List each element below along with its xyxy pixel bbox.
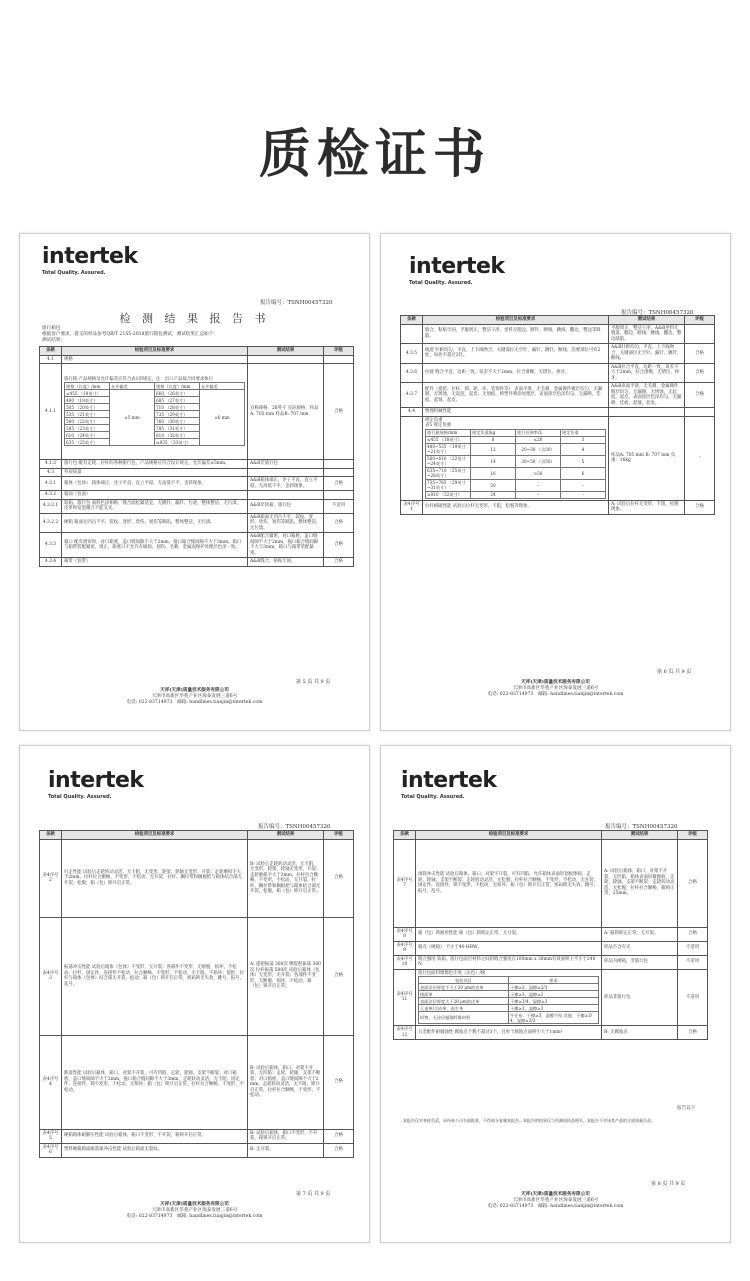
report-page-8[interactable]	[380, 745, 731, 1243]
table-row: 4.3.3 箱口 配有窗帘时，对口箱底，盖口缝间隙不大于2mm，拖口箱合缝间隙不大于3mm。箱口与箱带装配紧密，周正，箱底口不允许有破损、划伤、毛刺，金属面保护处理层色泽一致。 A&B配合紧密，对口箱底，盖口缝间隙不大于2mm，拖口箱合缝间隙不大于3mm，箱口与箱带装配紧密。 合格	[40, 533, 354, 558]
intro-1: 根据客户要求，提交的样品参考QB/T 2155-2018旅行箱包测试，测试结果汇总如下：	[42, 332, 218, 337]
disclaimer: 本报告仅对来样负责，未经本公司书面批准，不得部分复制本报告。本报告的结果仅与所测试样品相关，本报告不对该类产品的全部质量负责。	[403, 1118, 655, 1123]
results-table: 条款 检验项目及标准要求 测试结果 评级 缝合，粘贴牢固，平服周正，整洁干净，坐料无脱边，断针、断线、跳线，翻边，整边等缺陷。 平服周正，整洁干净；A&B坐料无脱落，翻边，断线，跳线，翻边，整边缺陷。 4.3.5 线迹 针距均匀，平直，上下线吻合，关键部位无空针、漏针、跳针、断线；次要部位可有2处，每处不超过2针。 A&B针距均匀，平直，上下线吻合，关键部位无空针、漏针、跳针、断线。 合格 4.3.6 拉链 缝合平直，边距一致，误差不大于2mm，拉合滑顺，无错位、掉牙。 A&B拉合平直，边距一致，误差不大于2mm，拉合滑顺，无错位，掉牙。 合格 4.3.7 配件（提把、拉杆、锁、轮、环、装饰件等） 表面平滑，无毛刺，金属镀件镀层均匀，无漏镀，无锈蚀，无起泡，起皮；无划痕，喷塑件喷涂处理层，表面涂层色泽均匀，无漏喷，佳痕，起皱，起皮。 A&B表面平滑，无毛刺，金属镀件镀层均匀，无漏镀，无锈蚀，无起泡，起皮，表面涂层色泽均匀，无漏喷，佳痕，起皱，起皮。 合格 4.4 物理机械性能 规定负重 表5 规定负重 旅行箱规格/mm 规定负重/kg 旅行拉伸率/L 规定负重 ≤455 （18英寸） 8 ≤20 3 480~535 （19英寸~21英寸） 12 20~30 （含30） 4 560~610 （22英寸~24英寸） 14 30~50 （含50） 5 635~710 （25英寸~28英寸） 16 >50 6 735~785 （29英寸~31英寸） 20 – – ≥810 （32英寸） 24 – – 样品A: 705 mm B: 707 mm 负重：16kg - 表4序号 1 拉杆耐破性能 试验后拉杆无变形，卡阻，松脱等现象。 A: 试验后拉杆无变形，卡阻，松脱现象。 合格	[400, 315, 715, 515]
page-number: 第 6 页 共 9 页	[657, 669, 692, 675]
table-row: 4.3 外观质量	[40, 468, 354, 477]
table-row: 表4序号 9 箱壳（硬箱） 不小于40 HBW。 样品不含有壳 不适用	[394, 941, 708, 955]
table-row: 4.1 规格	[40, 355, 354, 364]
report-page-5[interactable]	[19, 233, 370, 731]
footer: 天祥(天津)质量技术服务有限公司 天津市高新区华苑产业区海泰发展三道6号 电话: 022-83714973 邮箱: handlines.tianjin@intertek.com	[487, 1192, 624, 1209]
results-table: 条款 检验项目及标准要求 测试结果 评级 表4序号 2 行走性能 试验后走轮转动灵活，无卡阻，无变形、轮架、轮轴无变形，开裂；走轮磨损不大于2mm，拉杆拉合顺畅，不变形，不松动，无开裂，拉杆、搁拉带和搁板把与箱体结合部无开裂，松脱，箱（包）锁开启正常。 B: 试验后走轮转动灵活，无卡阻，无变形，轮架、轮轴无变形，开裂；走轮磨损不大于2mm，拉杆拉合顺畅，不变形，不松动，无开裂，拉杆、搁拉带和搁板把与箱体结合部无开裂，松脱，箱（包）锁开启正常。 合格 表4序号 3 振荡冲击性能 试验后箱体（包体）不变形，无开裂；各部件不变形，无断脱，损坏，不松动；拉杆，固定件，连接件不松动，拉合顺畅，不变形，不松动，无卡阻，不损坏；提把、拉杆与箱体（包体）结合部无开裂，松动；箱（包）锁开启正常，密码锁无失效，跳号，报号，乱号。 A: 提把振荡 300次 侧提把振荡 300次 拉杆振荡 500次 试验后箱体（包体）无变形，无开裂；各部件不变形，无断脱，损坏，不松动，箱（包）锁开启正常。 合格 表4序号 4 跌落性能 试验后箱体，箱口，对架不开裂，可有凹陷，走轮、轮轴、支架不断裂；对口箱底，盖口缝间隙不大于2mm，拖口箱合缝间隙不大于3mm，走轮转动灵活，无卡阻；固定件、连接件，锁不变形，不松动，无损坏；箱（包）锁开启正常，拉杆拉合顺畅，不变形，不松动。 B: 试验后箱体，箱口，对架不开裂，无凹陷；走轮，轮轴，支架不断裂；对口箱底，盖口缝间隙不大于2mm，走轮转动灵活，无卡阻，锁开启正常，拉杆拉合顺畅，不变形，不松动。 合格 表4序号 5 硬箱箱体耐静压性能 试验后箱体，箱口不变形，不开裂，箱锁开启正常。 B: 试验后箱体，箱口不变形，不开裂，箱锁开启正常。 合格 表4序号 6 塑料硬箱箱面耐落球冲击性能 试验后箱面无裂纹。 B: 无开裂。 合格	[39, 830, 354, 1158]
table-row: 规定负重 表5 规定负重 旅行箱规格/mm 规定负重/kg 旅行拉伸率/L 规定负重 ≤455 （18英寸） 8 ≤20 3 480~535 （19英寸~21英寸） 12 20~30 （含30） 4 560~610 （22英寸~24英寸） 14 30~50 （含50） 5 635~710 （25英寸~28英寸） 16 >50 6 735~785 （29英寸~31英寸） 20 – – ≥810 （32英寸） 24 – – 样品A: 705 mm B: 707 mm 负重：16kg -	[401, 416, 715, 500]
logo-tagline: Total Quality. Assured.	[48, 794, 112, 800]
logo-tagline: Total Quality. Assured.	[401, 794, 465, 800]
table-row: 表4序号 11 旅行包面料摩擦色牢度（沾色）/级 检验项目 要求 表面涂层厚度不大于20 μm的皮革 干擦≥3，湿擦≥2/3 绒面革 干擦≥3，湿擦≥2 表面涂层厚度大于20 μm的皮革 干擦≥3/4，湿擦≥3 人造革/合成革，再生革 干擦≥3，湿擦≥3 织物，无涂层超细纤维材料 牛仔布：干擦≥3，湿擦不检 其他：干擦≥3/4，湿擦≥2/3 样品非旅行包 不适用	[394, 969, 708, 1026]
report-page-6[interactable]	[380, 233, 731, 731]
intertek-logo: intertek	[401, 768, 497, 793]
table-row: 缝合，粘贴牢固，平服周正，整洁干净，坐料无脱边，断针、断线、跳线，翻边，整边等缺陷。 平服周正，整洁干净；A&B坐料无脱落，翻边，断线，跳线，翻边，整边缺陷。	[401, 324, 715, 344]
table-row: 表4序号 8 箱（包）锁耐用性能 箱（包）锁锁定正常，无开裂。 A: 箱锁锁定正常，无开裂。 合格	[394, 927, 708, 941]
footer: 天祥(天津)质量技术服务有限公司 天津市高新区华苑产业区海泰发展三道6号 电话: 022-83714973 邮箱: handlines.tianjin@intertek.com	[126, 688, 263, 705]
report-number: 报告编号：TSNH00457320	[258, 824, 331, 830]
footer: 天祥(天津)质量技术服务有限公司 天津市高新区华苑产业区海泰发展三道6号 电话: 022-83714973 邮箱: handlines.tianjin@intertek.com	[487, 680, 624, 697]
col-clause: 条款	[40, 347, 62, 356]
report-title: 检 测 结 果 报 告 书	[119, 312, 270, 325]
page-number: 第 5 页 共 9 页	[296, 679, 331, 685]
table-row: 4.3.4 箱带（包带） A&B缝合，贴贴牢固。 合格	[40, 558, 354, 567]
load-table: 旅行箱规格/mm 规定负重/kg 旅行拉伸率/L 规定负重 ≤455 （18英寸） 8 ≤20 3 480~535 （19英寸~21英寸） 12 20~30 （含30） 4 560~610 （22英寸~24英寸） 14 30~50 （含50） 5 635~710 （25英寸~28英寸） 16 >50 6 735~785 （29英寸~31英寸） 20 – – ≥810 （32英寸） 24 – –	[425, 429, 606, 499]
table-row: 表4序号 5 硬箱箱体耐静压性能 试验后箱体，箱口不变形，不开裂，箱锁开启正常。 B: 试验后箱体，箱口不变形，不开裂，箱锁开启正常。 合格	[40, 1129, 354, 1143]
col-verdict: 评级	[324, 347, 354, 356]
col-result: 测试结果	[248, 347, 324, 356]
table-row: 表4序号 12 五金配件耐腐蚀性 腐蚀点个数不超过3个，且单个腐蚀点面积不大于1mm² B: 无腐蚀点 合格	[394, 1026, 708, 1040]
rub-table: 检验项目 要求 表面涂层厚度不大于20 μm的皮革 干擦≥3，湿擦≥2/3 绒面革 干擦≥3，湿擦≥2 表面涂层厚度大于20 μm的皮革 干擦≥3/4，湿擦≥3 人造革/合成革，再生革 干擦≥3，湿擦≥3 织物，无涂层超细纤维材料 牛仔布：干擦≥3，湿擦不检 其他：干擦≥3/4，湿擦≥2/3	[418, 976, 599, 1024]
table-row: 4.3.2.1 软箱、旅行包 面料色泽相称，缝合面松紧适宜，无跳针、漏针、污迹、整体整洁，无污渍，皮革和发泡聚合不能交叉。 A&B非软箱、旅行包 不适用	[40, 499, 354, 513]
table-row: 表4序号 4 跌落性能 试验后箱体，箱口，对架不开裂，可有凹陷，走轮、轮轴、支架不断裂；对口箱底，盖口缝间隙不大于2mm，拖口箱合缝间隙不大于3mm，走轮转动灵活，无卡阻；固定件、连接件，锁不变形，不松动，无损坏；箱（包）锁开启正常，拉杆拉合顺畅，不变形，不松动。 B: 试验后箱体，箱口，对架不开裂，无凹陷；走轮，轮轴，支架不断裂；对口箱底，盖口缝间隙不大于2mm，走轮转动灵活，无卡阻，锁开启正常，拉杆拉合顺畅，不变形，不松动。 合格	[40, 1035, 354, 1129]
footer: 天祥(天津)质量技术服务有限公司 天津市高新区华苑产业区海泰发展三道6号 电话: 022-83714973 邮箱: handlines.tianjin@intertek.com	[126, 1202, 263, 1219]
table-row: 4.3.6 拉链 缝合平直，边距一致，误差不大于2mm，拉合滑顺，无错位、掉牙。 A&B拉合平直，边距一致，误差不大于2mm，拉合滑顺，无错位，掉牙。 合格	[401, 363, 715, 383]
table-row: 表4序号 6 塑料硬箱箱面耐落球冲击性能 试验后箱面无裂纹。 B: 无开裂。 合格	[40, 1143, 354, 1157]
table-row: 4.3.7 配件（提把、拉杆、锁、轮、环、装饰件等） 表面平滑，无毛刺，金属镀件镀层均匀，无漏镀，无锈蚀，无起泡，起皮；无划痕，喷塑件喷涂处理层，表面涂层色泽均匀，无漏喷，佳痕，起皱，起皮。 A&B表面平滑，无毛刺，金属镀件镀层均匀，无漏镀，无锈蚀，无起泡，起皮，表面涂层色泽均匀，无漏喷，佳痕，起皱，起皮。 合格	[401, 383, 715, 408]
end-of-report: 报告以下	[677, 1106, 696, 1111]
page-number: 第 7 页 共 9 页	[296, 1191, 331, 1197]
intertek-logo: intertek	[48, 768, 144, 793]
report-number: 报告编号：TSNH00457320	[605, 824, 678, 830]
spec-table: 规格（长度）/mm 允许偏差 规格（长度）/mm 允许偏差 ≤455 （18英寸） ±5 mm 660 （26英寸） ±6 mm 480 （19英寸） 685 （27英寸） 505 （20英寸） 710 （28英寸） 535 （21英寸） 735 （29英寸） 560 （22英寸） 760 （30英寸） 585 （23英寸） 785 （31英寸） 610 （24英寸） 810 （32英寸） 635 （25英寸） ≥835 （33英寸）	[64, 382, 245, 446]
report-number: 报告编号：TSNH00457320	[621, 310, 694, 316]
table-row: 4.1.1 旅行箱 产品规格及允许偏差应符合表1的规定。注：出口产品按合同要求执行 规格（长度）/mm 允许偏差 规格（长度）/mm 允许偏差 ≤455 （18英寸） ±5 mm 660 （26英寸） ±6 mm 480 （19英寸） 685 （27英寸） 505 （20英寸） 710 （28英寸） 535 （21英寸） 735 （29英寸） 560 （22英寸） 760 （30英寸） 585 （23英寸） 785 （31英寸） 610 （24英寸） 810 （32英寸） 635 （25英寸） ≥835 （33英寸） 宣称规格：28英寸 实际规格：样品A: 705 mm 样品B: 707 mm 合格	[40, 364, 354, 460]
table-row: 表4序号 1 拉杆耐破性能 试验后拉杆无变形，卡阻，松脱等现象。 A: 试验后拉杆无变形，卡阻，松脱现象。 合格	[401, 500, 715, 514]
table-row: 4.3.2 箱面（包面）	[40, 491, 354, 500]
table-row: 表4序号 3 振荡冲击性能 试验后箱体（包体）不变形，无开裂；各部件不变形，无断脱，损坏，不松动；拉杆，固定件，连接件不松动，拉合顺畅，不变形，不松动，无卡阻，不损坏；提把、拉杆与箱体（包体）结合部无开裂，松动；箱（包）锁开启正常，密码锁无失效，跳号，报号，乱号。 A: 提把振荡 300次 侧提把振荡 300次 拉杆振荡 500次 试验后箱体（包体）无变形，无开裂；各部件不变形，无断脱，损坏，不松动，箱（包）锁开启正常。 合格	[40, 917, 354, 1035]
table-row: 4.4 物理机械性能	[401, 408, 715, 417]
page-number: 第 8 页 共 9 页	[651, 1181, 686, 1187]
results-table	[39, 346, 354, 567]
results-table: 条款 检验项目及标准要求 测试结果 评级 表4序号 7 滚筒冲击性能 试验后箱体、箱口、对架不开裂，可有凹陷，允许箱体表面轻划痕擦损，走轮、轮轴、支架不断裂；走轮转动灵活，无松脱；拉杆拉合顺畅，不变形，不松动，无开裂，固定件，连接件，锁不变形，不松动，无损坏；箱（包）锁开启正常，密码锁无失效，跳号，报号，乱号。 A: 试验后箱体，箱口，对架不开裂，无凹陷，箱体表面轻微擦痕，走轮，轮轴，支架不断裂；走轮转动灵活，无松脱，拉杆拉合顺畅，箱锁正常，25mm。 合格 表4序号 8 箱（包）锁耐用性能 箱（包）锁锁定正常，无开裂。 A: 箱锁锁定正常，无开裂。 合格 表4序号 9 箱壳（硬箱） 不小于40 HBW。 样品不含有壳 不适用 表4序号 10 缝合强度 软箱、旅行包面层材料之间的缝合强度在100mm x 30mm有效面积上不小于240 N 样品为硬箱，非旅行包 不适用 表4序号 11 旅行包面料摩擦色牢度（沾色）/级 检验项目 要求 表面涂层厚度不大于20 μm的皮革 干擦≥3，湿擦≥2/3 绒面革 干擦≥3，湿擦≥2 表面涂层厚度大于20 μm的皮革 干擦≥3/4，湿擦≥3 人造革/合成革，再生革 干擦≥3，湿擦≥3 织物，无涂层超细纤维材料 牛仔布：干擦≥3，湿擦不检 其他：干擦≥3/4，湿擦≥2/3 样品非旅行包 不适用 表4序号 12 五金配件耐腐蚀性 腐蚀点个数不超过3个，且单个腐蚀点面积不大于1mm² B: 无腐蚀点 合格	[393, 830, 708, 1040]
table-row: 表4序号 7 滚筒冲击性能 试验后箱体、箱口、对架不开裂，可有凹陷，允许箱体表面轻划痕擦损，走轮、轮轴、支架不断裂；走轮转动灵活，无松脱；拉杆拉合顺畅，不变形，不松动，无开裂，固定件，连接件，锁不变形，不松动，无损坏；箱（包）锁开启正常，密码锁无失效，跳号，报号，乱号。 A: 试验后箱体，箱口，对架不开裂，无凹陷，箱体表面轻微擦痕，走轮，轮轴，支架不断裂；走轮转动灵活，无松脱，拉杆拉合顺畅，箱锁正常，25mm。 合格	[394, 839, 708, 927]
report-page-7[interactable]	[19, 745, 370, 1243]
intertek-logo: intertek	[42, 244, 138, 269]
table-row: 4.3.5 线迹 针距均匀，平直，上下线吻合，关键部位无空针、漏针、跳针、断线；次要部位可有2处，每处不超过2针。 A&B针距均匀，平直，上下线吻合，关键部位无空针、漏针、跳针、断线。 合格	[401, 344, 715, 364]
intro-2: 测试结果：	[42, 338, 65, 343]
table-row: 4.3.2.2 硬箱 箱面无凹凸不平、裂纹、变形、烫伤、划伤等缺陷，整体整洁，无污渍。 A&B箱面无凹凸不平、裂纹、变形、烫伤、划伤等缺陷，整体整洁，无污渍。 合格	[40, 513, 354, 533]
page-heading: 质检证书	[258, 125, 491, 185]
intro-0: 旅行箱包	[42, 326, 61, 331]
report-number: 报告编号：TSNH00457320	[260, 300, 333, 306]
col-req: 检验项目及标准要求	[62, 347, 248, 356]
table-row: 表4序号 2 行走性能 试验后走轮转动灵活，无卡阻，无变形、轮架、轮轴无变形，开裂；走轮磨损不大于2mm，拉杆拉合顺畅，不变形，不松动，无开裂，拉杆、搁拉带和搁板把与箱体结合部无开裂，松脱，箱（包）锁开启正常。 B: 试验后走轮转动灵活，无卡阻，无变形，轮架、轮轴无变形，开裂；走轮磨损不大于2mm，拉杆拉合顺畅，不变形，不松动，无开裂，拉杆、搁拉带和搁板把与箱体结合部无开裂，松脱，箱（包）锁开启正常。 合格	[40, 839, 354, 917]
intertek-logo: intertek	[409, 254, 505, 279]
table-row: 4.1.2 旅行包 配有走轮、拉杆的各种旅行包，产品规格应符合设计规定，允许偏差±5mm。 A&B非旅行包	[40, 460, 354, 469]
table-row: 4.3.1 箱体（包体） 箱体端正，牙子平直；直立平稳，无高低不平，歪斜现象。 A&B箱体端正，牙子平直；直立平稳，无高低不平，歪斜现象。 合格	[40, 477, 354, 491]
logo-tagline: Total Quality. Assured.	[42, 270, 106, 276]
logo-tagline: Total Quality. Assured.	[409, 280, 473, 286]
table-row: 表4序号 10 缝合强度 软箱、旅行包面层材料之间的缝合强度在100mm x 30mm有效面积上不小于240 N 样品为硬箱，非旅行包 不适用	[394, 955, 708, 969]
